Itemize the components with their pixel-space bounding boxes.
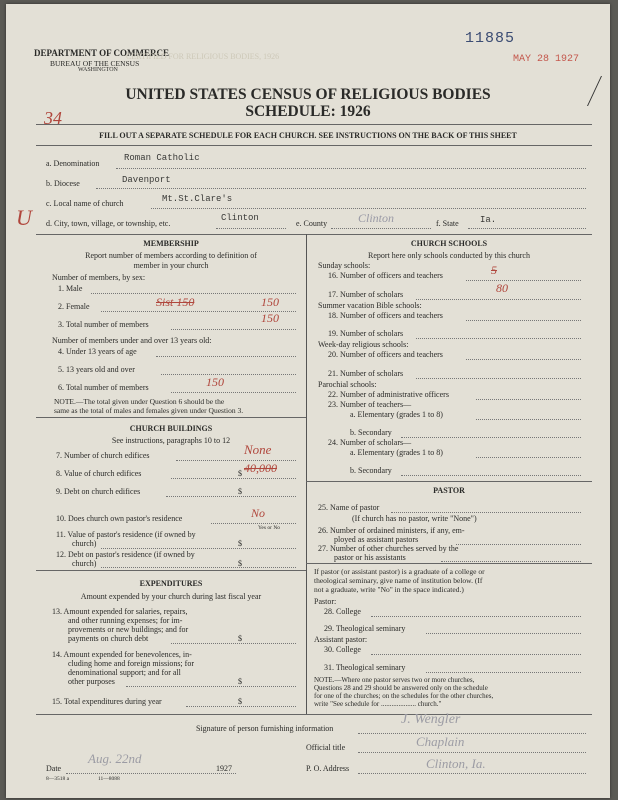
official-title-label: Official title <box>306 743 346 752</box>
form-subtitle: SCHEDULE: 1926 <box>245 103 371 120</box>
q7-value: None <box>244 442 272 457</box>
q1-label: 1. Male <box>58 284 83 293</box>
buildings-intro: See instructions, paragraphs 10 to 12 <box>111 436 231 445</box>
q14-dollar: $ <box>238 677 242 686</box>
q13-label-4: payments on church debt <box>68 634 149 643</box>
po-address-value: Clinton, Ia. <box>426 756 486 771</box>
q14-label-1: 14. Amount expended for benevolences, in- <box>52 650 192 659</box>
q17-label: 17. Number of scholars <box>328 290 404 299</box>
census-schedule-sheet <box>6 4 610 798</box>
local-name-value: Mt.St.Clare's <box>162 194 233 204</box>
signature-label: Signature of person furnishing information <box>196 724 334 733</box>
state-value: Ia. <box>480 215 497 225</box>
q27-label-1: 27. Number of other churches served by the <box>318 544 459 553</box>
q24-label: 24. Number of scholars— <box>328 438 412 447</box>
q21-label: 21. Number of scholars <box>328 369 404 378</box>
q6-value: 150 <box>206 375 224 389</box>
pastor-note-2: Questions 28 and 29 should be answered only on the schedule <box>314 684 488 692</box>
q23-elementary-label: a. Elementary (grades 1 to 8) <box>350 410 443 419</box>
ghost-text: CERTIFIED FOR RELIGIOUS BODIES, 1926 <box>126 52 280 61</box>
membership-intro-1: Report number of members according to definition of <box>85 251 257 260</box>
membership-note-2: same as the total of males and females given under Question 3. <box>54 406 244 415</box>
q31-label: 31. Theological seminary <box>324 663 406 672</box>
by-sex-label: Number of members, by sex: <box>52 273 146 282</box>
yes-no-hint: Yes or No <box>258 525 281 531</box>
q29-label: 29. Theological seminary <box>324 624 406 633</box>
grad-note-2: theological seminary, give name of institution below. (If <box>314 576 483 585</box>
q8-dollar: $ <box>238 469 242 478</box>
date-label: Date <box>46 764 62 773</box>
schools-intro: Report here only schools conducted by this church <box>368 251 530 260</box>
q13-label-1: 13. Amount expended for salaries, repairs, <box>52 607 188 616</box>
q18-label: 18. Number of officers and teachers <box>328 311 443 320</box>
q11-label-1: 11. Value of pastor's residence (if owned by <box>56 530 196 539</box>
q15-label: 15. Total expenditures during year <box>52 697 162 706</box>
q15-dollar: $ <box>238 697 242 706</box>
q2-value: 150 <box>261 295 279 309</box>
grad-note-3: not a graduate, write "No" in the space indicated.) <box>314 585 464 594</box>
local-name-label: c. Local name of church <box>46 199 124 208</box>
q19-label: 19. Number of scholars <box>328 329 404 338</box>
q22-label: 22. Number of administrative officers <box>328 390 449 399</box>
q3-label: 3. Total number of members <box>58 320 149 329</box>
q26-label-1: 26. Number of ordained ministers, if any, em- <box>318 526 465 535</box>
q8-label: 8. Value of church edifices <box>56 469 142 478</box>
q8-value: 40,000 <box>244 461 277 475</box>
q11-label-2: church) <box>72 539 97 548</box>
q27-label-2: pastor or his assistants <box>334 553 406 562</box>
q26-label-2: ployed as assistant pastors <box>334 535 419 544</box>
bureau-label: BUREAU OF THE CENSUS <box>50 59 140 68</box>
q4-label: 4. Under 13 years of age <box>58 347 137 356</box>
q13-label-2: and other running expenses; for im- <box>68 616 183 625</box>
pastor-note-4: write "See schedule for .................... church." <box>314 700 442 708</box>
q12-label-2: church) <box>72 559 97 568</box>
form-code-2: 11—8088 <box>98 776 120 782</box>
form-code-1: 8—3518 a <box>46 776 70 782</box>
handwritten-number: 34 <box>44 108 62 128</box>
q9-dollar: $ <box>238 487 242 496</box>
q3-value: 150 <box>261 311 279 325</box>
received-date-stamp: MAY 28 1927 <box>513 54 580 65</box>
q10-label: 10. Does church own pastor's residence <box>56 514 183 523</box>
q7-label: 7. Number of church edifices <box>56 451 150 460</box>
q2-struck-value: Sist 150 <box>156 295 195 309</box>
membership-intro-2: member in your church <box>133 261 209 270</box>
q11-dollar: $ <box>238 539 242 548</box>
form-title: UNITED STATES CENSUS OF RELIGIOUS BODIES <box>125 86 491 103</box>
diocese-label: b. Diocese <box>46 179 80 188</box>
diocese-value: Davenport <box>122 175 171 185</box>
expenditures-title: EXPENDITURES <box>139 579 203 588</box>
weekday-label: Week-day religious schools: <box>318 340 409 349</box>
q24-secondary-label: b. Secondary <box>350 466 392 475</box>
q30-label: 30. College <box>324 645 361 654</box>
pastor-title: PASTOR <box>433 486 465 495</box>
pastor-note-1: NOTE.—Where one pastor serves two or more churches, <box>314 676 475 684</box>
q25-hint: (If church has no pastor, write "None") <box>352 514 477 523</box>
official-title-value: Chaplain <box>416 734 465 749</box>
pastor-note-3: for one of the churches; on the schedules for the other churches, <box>314 692 494 700</box>
q14-label-2: cluding home and foreign missions; for <box>68 659 194 668</box>
membership-title: MEMBERSHIP <box>143 239 199 248</box>
q16-value: 5 <box>491 263 497 277</box>
margin-mark: U <box>16 205 32 230</box>
county-label: e. County <box>296 219 328 228</box>
dept-label: DEPARTMENT OF COMMERCE <box>34 48 170 58</box>
denomination-value: Roman Catholic <box>124 153 200 163</box>
pastor-sub-label: Pastor: <box>314 597 337 606</box>
q23-label: 23. Number of teachers— <box>328 400 412 409</box>
serial-number: 11885 <box>465 30 516 47</box>
membership-note-1: NOTE.—The total given under Question 6 should be the <box>54 397 225 406</box>
state-label: f. State <box>436 219 459 228</box>
q5-label: 5. 13 years old and over <box>58 365 135 374</box>
schools-title: CHURCH SCHOOLS <box>410 239 488 248</box>
county-value: Clinton <box>358 211 395 225</box>
q6-label: 6. Total number of members <box>58 383 149 392</box>
q16-label: 16. Number of officers and teachers <box>328 271 443 280</box>
denomination-label: a. Denomination <box>46 159 100 168</box>
q14-label-4: other purposes <box>68 677 115 686</box>
city-label: WASHINGTON <box>78 67 118 73</box>
instruction-line: FILL OUT A SEPARATE SCHEDULE FOR EACH CHURCH. SEE INSTRUCTIONS ON THE BACK OF THIS SHEET <box>99 131 517 140</box>
q28-label: 28. College <box>324 607 361 616</box>
sunday-label: Sunday schools: <box>318 261 371 270</box>
grad-note-1: If pastor (or assistant pastor) is a graduate of a college or <box>314 567 485 576</box>
q12-label-1: 12. Debt on pastor's residence (if owned by <box>56 550 195 559</box>
assistant-pastor-label: Assistant pastor: <box>314 635 368 644</box>
q13-dollar: $ <box>238 634 242 643</box>
q17-value: 80 <box>496 281 508 295</box>
q2-label: 2. Female <box>58 302 90 311</box>
date-value: Aug. 22nd <box>88 751 142 766</box>
buildings-title: CHURCH BUILDINGS <box>129 424 213 433</box>
expenditures-intro: Amount expended by your church during last fiscal year <box>80 592 262 601</box>
q23-secondary-label: b. Secondary <box>350 428 392 437</box>
signature-value: J. Wengler <box>401 712 461 727</box>
q10-value: No <box>251 506 266 520</box>
city-field-label: d. City, town, village, or township, etc. <box>46 219 171 228</box>
po-address-label: P. O. Address <box>306 764 350 773</box>
q25-label: 25. Name of pastor <box>318 503 380 512</box>
city-value: Clinton <box>221 213 259 223</box>
q9-label: 9. Debt on church edifices <box>56 487 141 496</box>
q14-label-3: denominational support; and for all <box>68 668 181 677</box>
vacation-label: Summer vacation Bible schools: <box>318 301 422 310</box>
year-value: 1927 <box>216 764 232 773</box>
age-intro: Number of members under and over 13 years old: <box>52 336 212 345</box>
q24-elementary-label: a. Elementary (grades 1 to 8) <box>350 448 443 457</box>
q12-dollar: $ <box>238 559 242 568</box>
q20-label: 20. Number of officers and teachers <box>328 350 443 359</box>
parochial-label: Parochial schools: <box>318 380 377 389</box>
q13-label-3: provements or new buildings; and for <box>68 625 189 634</box>
